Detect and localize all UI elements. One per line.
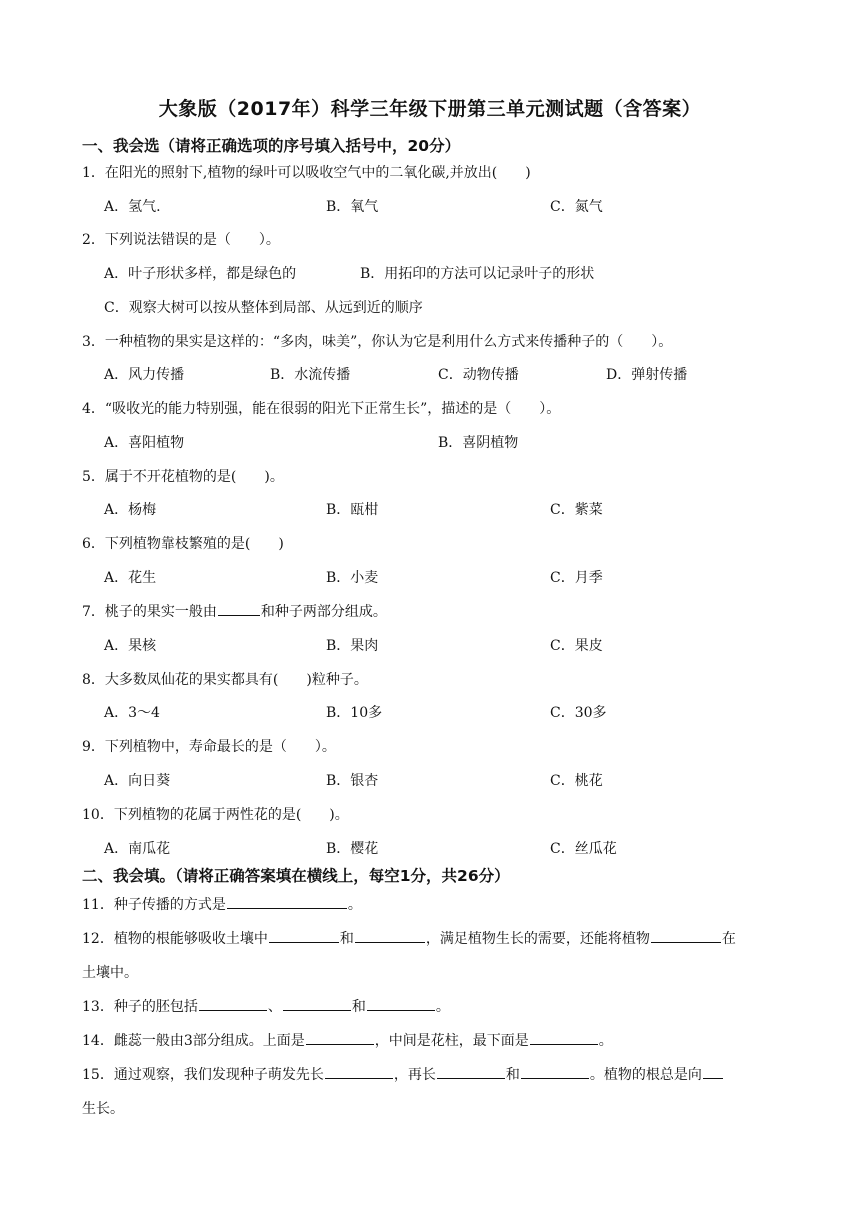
q4-option-a: A．喜阳植物 bbox=[104, 435, 185, 451]
q2-option-a: A．叶子形状多样，都是绿色的 bbox=[104, 266, 297, 282]
q1-option-c: C．氮气 bbox=[550, 199, 603, 215]
q14-text-b: ，中间是花柱，最下面是 bbox=[374, 1033, 529, 1049]
q15-text-c: 和 bbox=[505, 1067, 520, 1083]
question-1: 1．在阳光的照射下,植物的绿叶可以吸收空气中的二氧化碳,并放出( ) bbox=[82, 165, 531, 181]
q14-blank-1[interactable] bbox=[306, 1030, 374, 1045]
q15-text-a: 15．通过观察，我们发现种子萌发先长 bbox=[82, 1067, 324, 1083]
q15-blank-4[interactable] bbox=[703, 1064, 723, 1079]
q9-option-b: B．银杏 bbox=[326, 773, 379, 789]
q15-blank-3[interactable] bbox=[521, 1064, 589, 1079]
q10-option-b: B．樱花 bbox=[326, 841, 379, 857]
q10-option-c: C．丝瓜花 bbox=[550, 841, 617, 857]
q9-option-c: C．桃花 bbox=[550, 773, 603, 789]
question-2: 2．下列说法错误的是（ ）。 bbox=[82, 232, 280, 248]
q12-blank-1[interactable] bbox=[269, 928, 339, 943]
q6-option-a: A．花生 bbox=[104, 570, 157, 586]
q3-option-b: B．水流传播 bbox=[270, 367, 351, 383]
q7-option-c: C．果皮 bbox=[550, 638, 603, 654]
q7-option-b: B．果肉 bbox=[326, 638, 379, 654]
question-8: 8．大多数凤仙花的果实都具有( )粒种子。 bbox=[82, 672, 368, 688]
question-14 bbox=[82, 1030, 613, 1050]
page-title: 大象版（2017年）科学三年级下册第三单元测试题（含答案） bbox=[158, 98, 702, 120]
q1-option-a: A．氢气. bbox=[104, 199, 161, 215]
q13-text-a: 13．种子的胚包括 bbox=[82, 999, 198, 1015]
q5-option-a: A．杨梅 bbox=[104, 502, 157, 518]
q5-option-b: B．瓯柑 bbox=[326, 502, 379, 518]
q15-blank-2[interactable] bbox=[437, 1064, 505, 1079]
question-3: 3．一种植物的果实是这样的：“多肉，味美”，你认为它是利用什么方式来传播种子的（ ）。 bbox=[82, 334, 673, 350]
q13-text-c: 和 bbox=[351, 999, 366, 1015]
q7-stem-after: 和种子两部分组成。 bbox=[260, 604, 387, 620]
q5-option-c: C．紫菜 bbox=[550, 502, 603, 518]
q3-option-a: A．风力传播 bbox=[104, 367, 185, 383]
q6-option-c: C．月季 bbox=[550, 570, 603, 586]
question-5: 5．属于不开花植物的是( )。 bbox=[82, 469, 284, 485]
question-13 bbox=[82, 996, 450, 1016]
question-9: 9．下列植物中，寿命最长的是（ ）。 bbox=[82, 739, 336, 755]
q12-blank-3[interactable] bbox=[651, 928, 721, 943]
q11-blank[interactable] bbox=[227, 894, 347, 909]
q9-option-a: A．向日葵 bbox=[104, 773, 171, 789]
q13-blank-3[interactable] bbox=[367, 996, 435, 1011]
section-2-heading: 二、我会填。（请将正确答案填在横线上，每空1分，共26分） bbox=[82, 867, 510, 885]
q10-option-a: A．南瓜花 bbox=[104, 841, 171, 857]
question-6: 6．下列植物靠枝繁殖的是( ) bbox=[82, 536, 284, 552]
question-4: 4．“吸收光的能力特别强，能在很弱的阳光下正常生长”，描述的是（ ）。 bbox=[82, 401, 561, 417]
q8-option-c: C．30多 bbox=[550, 705, 607, 721]
q12-text-b: 和 bbox=[339, 931, 354, 947]
q12-continuation: 土壤中。 bbox=[82, 965, 138, 981]
q11-text: 11．种子传播的方式是 bbox=[82, 897, 226, 913]
question-15 bbox=[82, 1064, 724, 1084]
q13-text-d: 。 bbox=[435, 999, 450, 1015]
q3-option-c: C．动物传播 bbox=[438, 367, 519, 383]
q12-blank-2[interactable] bbox=[355, 928, 425, 943]
q15-text-d: 。植物的根总是向 bbox=[589, 1067, 702, 1083]
q7-option-a: A．果核 bbox=[104, 638, 157, 654]
q15-continuation: 生长。 bbox=[82, 1101, 124, 1117]
q12-text-c: ，满足植物生长的需要，还能将植物 bbox=[425, 931, 650, 947]
q4-option-b: B．喜阴植物 bbox=[438, 435, 519, 451]
q7-blank[interactable] bbox=[218, 601, 260, 616]
q2-option-b: B．用拓印的方法可以记录叶子的形状 bbox=[360, 266, 595, 282]
q13-blank-1[interactable] bbox=[199, 996, 267, 1011]
q14-blank-2[interactable] bbox=[530, 1030, 598, 1045]
q13-blank-2[interactable] bbox=[283, 996, 351, 1011]
q8-option-a: A．3～4 bbox=[104, 705, 160, 721]
q8-option-b: B．10多 bbox=[326, 705, 383, 721]
q15-text-b: ，再长 bbox=[393, 1067, 436, 1083]
q14-text-a: 14．雌蕊一般由3部分组成。上面是 bbox=[82, 1033, 305, 1049]
q13-text-b: 、 bbox=[267, 999, 282, 1015]
q1-option-b: B．氧气 bbox=[326, 199, 379, 215]
q14-text-c: 。 bbox=[598, 1033, 613, 1049]
q15-blank-1[interactable] bbox=[325, 1064, 393, 1079]
q7-stem-before: 7．桃子的果实一般由 bbox=[82, 604, 217, 620]
q12-text-d: 在 bbox=[721, 931, 736, 947]
q11-end: 。 bbox=[347, 897, 362, 913]
question-10: 10．下列植物的花属于两性花的是( )。 bbox=[82, 807, 349, 823]
q2-option-c: C．观察大树可以按从整体到局部、从远到近的顺序 bbox=[104, 300, 423, 316]
q12-text-a: 12．植物的根能够吸收土壤中 bbox=[82, 931, 268, 947]
section-1-heading: 一、我会选（请将正确选项的序号填入括号中，20分） bbox=[82, 137, 461, 155]
q6-option-b: B．小麦 bbox=[326, 570, 379, 586]
q3-option-d: D．弹射传播 bbox=[606, 367, 688, 383]
question-11 bbox=[82, 894, 362, 914]
question-7 bbox=[82, 601, 387, 621]
question-12 bbox=[82, 928, 736, 948]
